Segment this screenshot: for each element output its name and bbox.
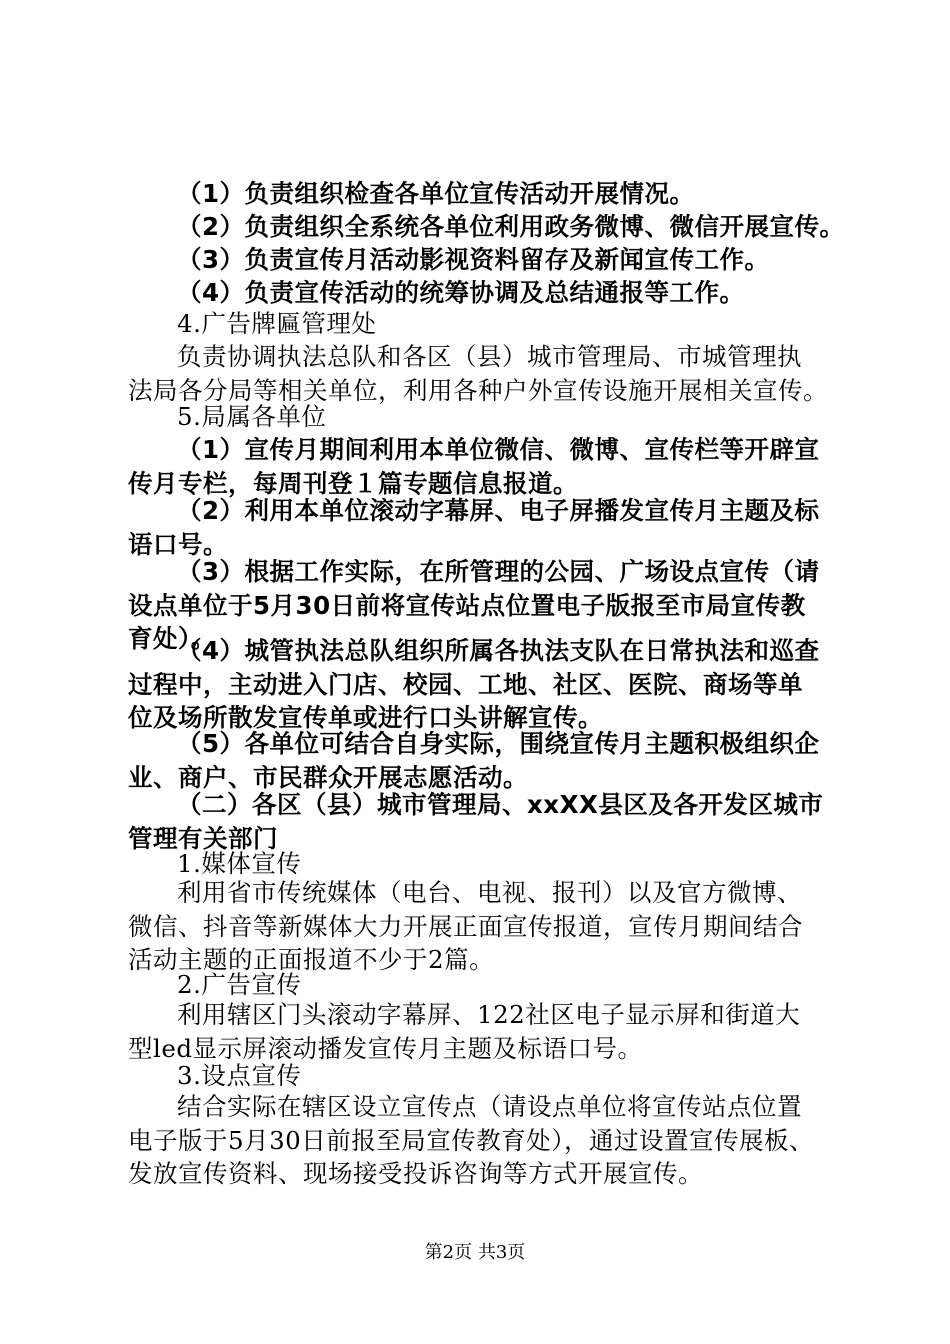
heading-district-departments bbox=[128, 788, 833, 855]
text-line: 负责协调执法总队和各区（县）城市管理局、市城管理执 bbox=[177, 342, 802, 371]
text-line: 语口号。 bbox=[128, 529, 228, 559]
paragraph-duty-2 bbox=[128, 210, 845, 244]
text-line: 3.设点宣传 bbox=[177, 1061, 302, 1090]
text-line: （4）城管执法总队组织所属各执法支队在日常执法和巡查 bbox=[177, 636, 820, 665]
heading-bureau-units bbox=[128, 400, 833, 434]
text-line: 1.媒体宣传 bbox=[177, 849, 302, 878]
text-line: 4.广告牌匾管理处 bbox=[177, 309, 377, 338]
text-line: 利用辖区门头滚动字幕屏、122社区电子显示屏和街道大 bbox=[177, 1000, 801, 1029]
paragraph-unit-item-5 bbox=[128, 727, 833, 794]
paragraph-unit-item-2 bbox=[128, 494, 833, 561]
text-line: 业、商户、市民群众开展志愿活动。 bbox=[128, 762, 528, 792]
paragraph-unit-item-1 bbox=[128, 433, 833, 500]
page-footer bbox=[0, 1238, 950, 1264]
text-line: 结合实际在辖区设立宣传点（请设点单位将宣传站点位置 bbox=[177, 1092, 802, 1121]
text-line: （2）利用本单位滚动字幕屏、电子屏播发宣传月主题及标 bbox=[177, 496, 820, 525]
text-line: 育处）。 bbox=[128, 624, 216, 653]
text-line: 微信、抖音等新媒体大力开展正面宣传报道，宣传月期间结合 bbox=[128, 911, 803, 941]
paragraph-media-publicity bbox=[128, 876, 833, 977]
text-line: 设点单位于5月30日前将宣传站点位置电子版报至市局宣传教 bbox=[128, 590, 806, 620]
text-line: （5）各单位可结合自身实际，围绕宣传月主题积极组织企 bbox=[177, 729, 820, 758]
text-line: 5.局属各单位 bbox=[177, 402, 327, 431]
text-line: （1）负责组织检查各单位宣传活动开展情况。 bbox=[177, 179, 695, 208]
text-line: 管理有关部门 bbox=[128, 823, 278, 853]
text-line: （二）各区（县）城市管理局、xxXX县区及各开发区城市 bbox=[177, 790, 824, 819]
text-line: 活动主题的正面报道不少于2篇。 bbox=[128, 945, 495, 974]
paragraph-duty-1 bbox=[128, 177, 833, 211]
text-line: 传月专栏，每周刊登１篇专题信息报道。 bbox=[128, 468, 578, 498]
text-line: （3）根据工作实际，在所管理的公园、广场设点宣传（请 bbox=[177, 557, 820, 586]
heading-ad-publicity bbox=[128, 968, 833, 1002]
text-line: 法局各分局等相关单位，利用各种户外宣传设施开展相关宣传。 bbox=[128, 375, 828, 405]
text-line: 电子版于5月30日前报至局宣传教育处），通过设置宣传展板、 bbox=[128, 1125, 815, 1155]
page-number: 第2页 共3页 bbox=[424, 1242, 526, 1263]
text-line: 发放宣传资料、现场接受投诉咨询等方式开展宣传。 bbox=[128, 1159, 703, 1188]
paragraph-duty-3 bbox=[128, 243, 833, 277]
text-line: 过程中，主动进入门店、校园、工地、社区、医院、商场等单 bbox=[128, 669, 803, 699]
heading-billboard-office bbox=[128, 307, 833, 341]
paragraph-site-publicity bbox=[128, 1090, 833, 1191]
heading-site-publicity bbox=[128, 1059, 833, 1093]
text-line: （1）宣传月期间利用本单位微信、微博、宣传栏等开辟宣 bbox=[177, 435, 820, 464]
text-line: （4）负责宣传活动的统筹协调及总结通报等工作。 bbox=[177, 278, 745, 307]
text-line: （3）负责宣传月活动影视资料留存及新闻宣传工作。 bbox=[177, 245, 770, 274]
text-line: 型led显示屏滚动播发宣传月主题及标语口号。 bbox=[128, 1033, 643, 1063]
paragraph-duty-4 bbox=[128, 276, 833, 310]
paragraph-unit-item-4 bbox=[128, 634, 833, 735]
text-line: 2.广告宣传 bbox=[177, 970, 302, 999]
paragraph-billboard-duty bbox=[128, 340, 833, 407]
text-line: （2）负责组织全系统各单位利用政务微博、微信开展宣传。 bbox=[177, 212, 845, 241]
text-line: 位及场所散发宣传单或进行口头讲解宣传。 bbox=[128, 703, 603, 732]
paragraph-ad-publicity bbox=[128, 998, 833, 1065]
text-line: 利用省市传统媒体（电台、电视、报刊）以及官方微博、 bbox=[177, 878, 802, 907]
